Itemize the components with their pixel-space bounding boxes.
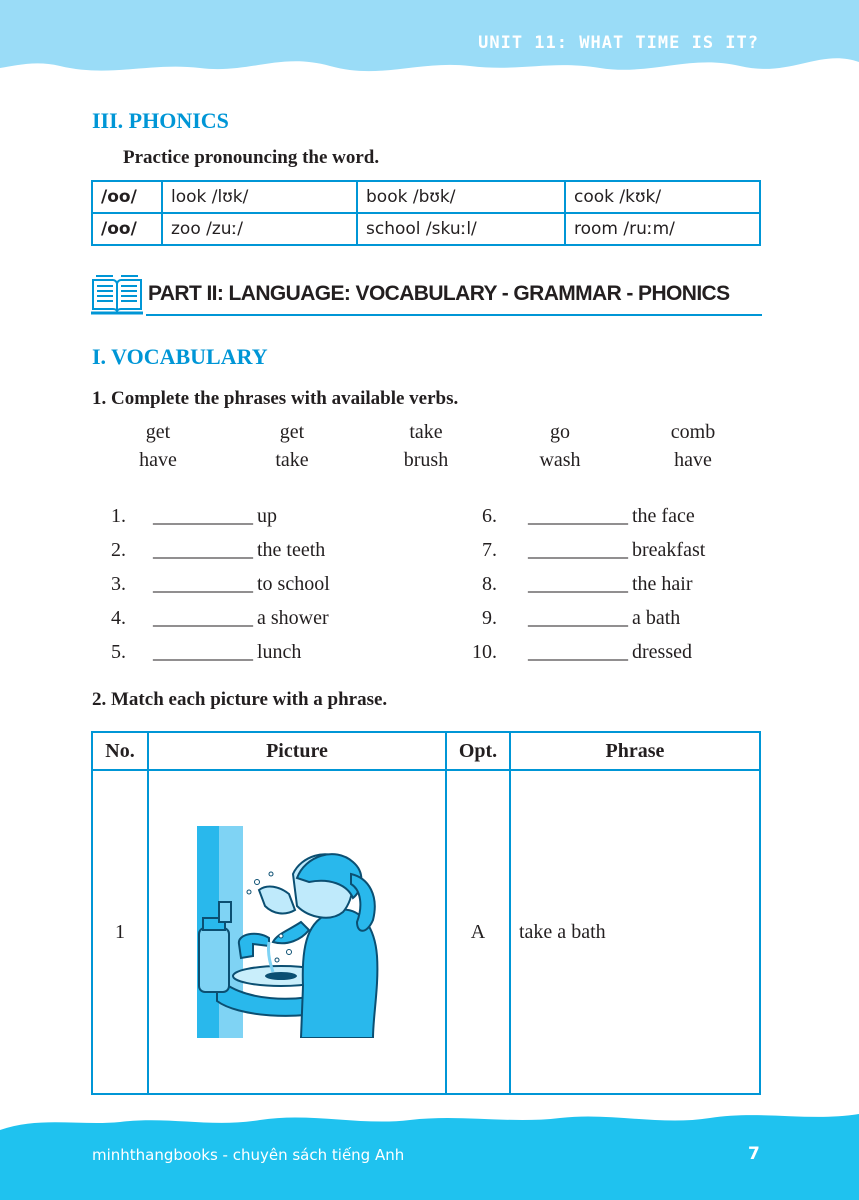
list-item — [528, 607, 680, 630]
item-number: 1. — [111, 505, 126, 527]
answer-blank[interactable]: ___________ — [153, 641, 252, 663]
word-cell: room /ruːm/ — [565, 213, 760, 245]
table-row — [92, 213, 760, 245]
exercise2-title: 2. Match each picture with a phrase. — [92, 689, 388, 710]
list-item — [153, 505, 277, 528]
word-cell: cook /kʊk/ — [565, 181, 760, 213]
answer-blank[interactable]: ___________ — [153, 573, 252, 595]
answer-blank[interactable]: ___________ — [528, 539, 627, 561]
sound-cell: /oo/ — [92, 181, 162, 213]
list-item — [153, 641, 301, 664]
column-header: No. — [92, 732, 148, 770]
phrase-text: the hair — [632, 573, 693, 595]
answer-blank[interactable]: ___________ — [153, 539, 252, 561]
phrase-text: up — [257, 505, 277, 527]
word-cell: book /bʊk/ — [357, 181, 565, 213]
column-header: Picture — [148, 732, 446, 770]
item-number: 2. — [111, 539, 126, 561]
option-cell: A — [446, 770, 510, 1094]
list-item — [528, 505, 695, 528]
word-cell: zoo /zuː/ — [162, 213, 357, 245]
verb-word: take — [275, 449, 309, 471]
item-number: 7. — [482, 539, 497, 561]
answer-blank[interactable]: ___________ — [153, 607, 252, 629]
list-item — [153, 573, 330, 596]
column-header: Phrase — [510, 732, 760, 770]
column-header: Opt. — [446, 732, 510, 770]
item-number: 8. — [482, 573, 497, 595]
table-header-row — [92, 732, 760, 770]
phrase-text: breakfast — [632, 539, 706, 561]
phrase-text: to school — [257, 573, 330, 595]
phrase-text: a shower — [257, 607, 329, 629]
answer-blank[interactable]: ___________ — [528, 641, 627, 663]
list-item — [528, 641, 692, 664]
list-item — [153, 539, 325, 562]
part-divider — [146, 314, 762, 316]
answer-blank[interactable]: ___________ — [528, 607, 627, 629]
verb-word: comb — [670, 421, 716, 443]
answer-blank[interactable]: ___________ — [153, 505, 252, 527]
girl-washing-face-picture — [197, 826, 397, 1038]
verb-word: have — [139, 449, 177, 471]
item-number: 4. — [111, 607, 126, 629]
phrase-text: the teeth — [257, 539, 326, 561]
book-icon — [91, 272, 143, 318]
part-title: PART II: LANGUAGE: VOCABULARY - GRAMMAR - PHONICS — [148, 282, 730, 305]
phrase-text: lunch — [257, 641, 302, 663]
phonics-instruction: Practice pronouncing the word. — [123, 147, 380, 168]
item-number: 6. — [482, 505, 497, 527]
phrase-text: a bath — [632, 607, 681, 629]
phrase-text: the face — [632, 505, 695, 527]
table-row — [92, 770, 760, 1094]
vocabulary-heading: I. VOCABULARY — [92, 344, 268, 369]
item-number: 10. — [472, 641, 497, 663]
verb-word: get — [279, 421, 305, 443]
phrase-cell: take a bath — [510, 770, 760, 1094]
row-number: 1 — [92, 770, 148, 1094]
item-number: 3. — [111, 573, 126, 595]
word-cell: school /skuːl/ — [357, 213, 565, 245]
unit-title: UNIT 11: WHAT TIME IS IT? — [478, 33, 759, 53]
item-number: 9. — [482, 607, 497, 629]
table-row — [92, 181, 760, 213]
answer-blank[interactable]: ___________ — [528, 505, 627, 527]
exercise1-title: 1. Complete the phrases with available verbs. — [92, 388, 459, 409]
verb-word: brush — [403, 449, 449, 471]
item-number: 5. — [111, 641, 126, 663]
phonics-table — [91, 180, 761, 246]
verb-word: have — [674, 449, 712, 471]
verb-word: go — [550, 421, 570, 443]
verb-word: wash — [539, 449, 581, 471]
match-table — [91, 731, 761, 1095]
verb-word: take — [409, 421, 443, 443]
list-item — [153, 607, 329, 630]
word-cell: look /lʊk/ — [162, 181, 357, 213]
verb-word: get — [145, 421, 171, 443]
picture-cell — [148, 770, 446, 1094]
sound-cell: /oo/ — [92, 213, 162, 245]
phrase-text: dressed — [632, 641, 692, 663]
list-item — [528, 539, 705, 562]
footer-text: minhthangbooks - chuyên sách tiếng Anh — [92, 1146, 405, 1164]
answer-blank[interactable]: ___________ — [528, 573, 627, 595]
phonics-heading: III. PHONICS — [92, 108, 229, 133]
list-item — [528, 573, 693, 596]
page-number: 7 — [748, 1144, 760, 1164]
